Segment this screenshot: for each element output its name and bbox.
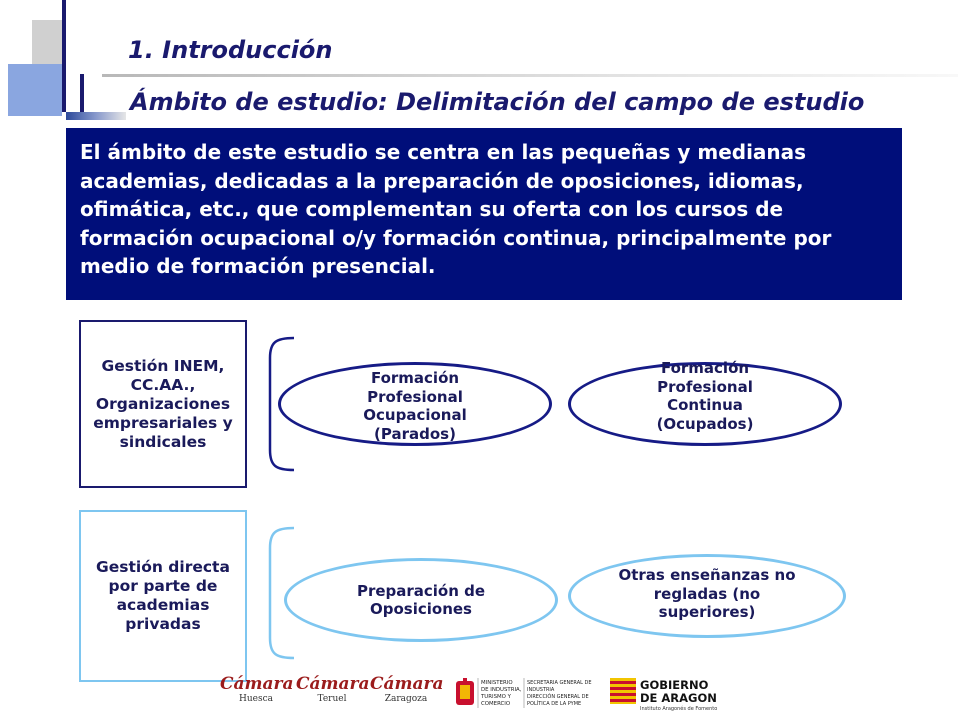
svg-text:MINISTERIO DE INDUSTRIA,: MINISTERIO DE INDUSTRIA, TURISMO Y COMERCIO <box>481 680 522 707</box>
camara-teruel-name: Cámara <box>296 674 370 694</box>
ellipse-fp-ocupacional-label: Formación Profesional Ocupacional (Parados) <box>363 369 467 443</box>
camara-teruel-logo <box>296 674 368 705</box>
ellipse-otras-ensenanzas-label: Otras enseñanzas no regladas (no superiores) <box>618 566 796 622</box>
ellipse-fp-continua-label: Formación Profesional Continua (Ocupados) <box>656 359 754 433</box>
camara-huesca-logo <box>220 674 292 705</box>
sponsor-logos <box>220 672 720 716</box>
ellipse-oposiciones-label: Preparación de Oposiciones <box>356 581 486 618</box>
decor-header-line <box>102 74 958 77</box>
svg-text:Instituto Aragonés de Fomento: Instituto Aragonés de Fomento <box>640 706 718 712</box>
ministerio-industria-logo <box>454 676 592 710</box>
management-box-private-label: Gestión directa por parte de academias privadas <box>96 558 230 633</box>
gobierno-aragon-logo <box>608 674 728 714</box>
ellipse-otras-ensenanzas <box>568 554 846 638</box>
camara-zaragoza-city: Zaragoza <box>384 694 428 704</box>
slide-subtitle: Ámbito de estudio: Delimitación del campo de estudio <box>130 88 865 116</box>
management-box-public-label: Gestión INEM, CC.AA., Organizaciones empresariales y sindicales <box>93 356 233 451</box>
management-box-private <box>79 510 247 682</box>
aragon-flag-icon <box>610 678 636 704</box>
ellipse-oposiciones <box>284 558 558 642</box>
decor-blue-square <box>8 64 62 116</box>
camara-zaragoza-name: Cámara <box>370 674 444 694</box>
slide-title: 1. Introducción <box>128 36 333 64</box>
management-box-public <box>79 320 247 488</box>
decor-subtitle-line <box>66 112 126 120</box>
svg-text:DE ARAGON: DE ARAGON <box>640 691 717 705</box>
svg-text:SECRETARIA GENERAL DE IN: SECRETARIA GENERAL DE INDUSTRIA DIRECCIÓN GENERAL DE POLÍTICA DE LA PYME <box>527 680 592 707</box>
ellipse-fp-ocupacional <box>278 362 552 446</box>
camara-huesca-name: Cámara <box>220 674 294 694</box>
camara-zaragoza-logo <box>370 674 442 705</box>
svg-text:GOBIERNO: GOBIERNO <box>640 678 709 692</box>
ellipse-fp-continua <box>568 359 842 446</box>
intro-text-box: El ámbito de este estudio se centra en las pequeñas y medianas academias, dedicadas a la preparación de oposiciones, idiomas, ofimática, etc., que complementan su oferta con los cursos de formación ocupacional o/y formación continua, principalmente por medio de formación presencial. <box>66 128 902 300</box>
spain-coat-of-arms-icon <box>456 678 474 705</box>
decor-vertical-bar <box>62 0 66 112</box>
camara-huesca-city: Huesca <box>239 694 273 704</box>
camara-teruel-city: Teruel <box>317 694 347 704</box>
